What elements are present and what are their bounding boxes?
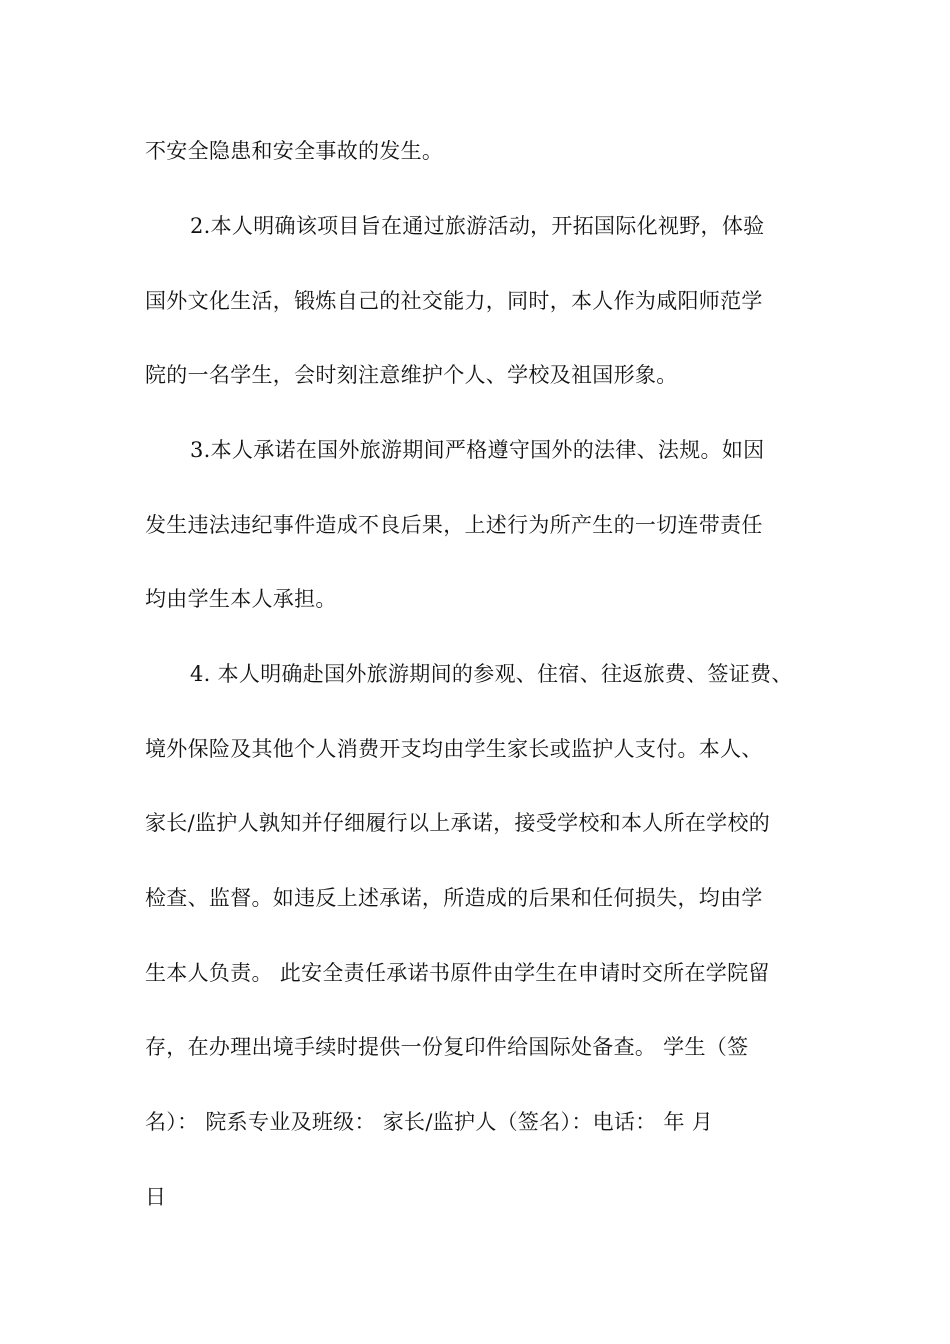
- paragraph-line: 4. 本人明确赴国外旅游期间的参观、住宿、往返旅费、签证费、: [190, 662, 793, 686]
- paragraph-line: 境外保险及其他个人消费开支均由学生家长或监护人支付。本人、: [145, 737, 763, 761]
- paragraph-line: 不安全隐患和安全事故的发生。: [145, 139, 444, 163]
- signature-line: 名）： 院系专业及班级： 家长/监护人（签名）：电话： 年 月: [145, 1110, 714, 1134]
- paragraph-line: 国外文化生活，锻炼自己的社交能力，同时，本人作为咸阳师范学: [145, 289, 763, 313]
- paragraph-line: 生本人负责。 此安全责任承诺书原件由学生在申请时交所在学院留: [145, 961, 770, 985]
- paragraph-line: 存，在办理出境手续时提供一份复印件给国际处备查。 学生（签: [145, 1035, 749, 1059]
- date-line: 日: [145, 1185, 167, 1209]
- paragraph-line: 院的一名学生，会时刻注意维护个人、学校及祖国形象。: [145, 363, 678, 387]
- paragraph-line: 检查、监督。如违反上述承诺，所造成的后果和任何损失，均由学: [145, 886, 763, 910]
- paragraph-line: 均由学生本人承担。: [145, 587, 337, 611]
- paragraph-line: 发生违法违纪事件造成不良后果，上述行为所产生的一切连带责任: [145, 513, 763, 537]
- paragraph-line: 3.本人承诺在国外旅游期间严格遵守国外的法律、法规。如因: [190, 438, 765, 462]
- paragraph-line: 2.本人明确该项目旨在通过旅游活动，开拓国际化视野，体验: [190, 214, 765, 238]
- paragraph-line: 家长/监护人孰知并仔细履行以上承诺，接受学校和本人所在学校的: [145, 811, 771, 835]
